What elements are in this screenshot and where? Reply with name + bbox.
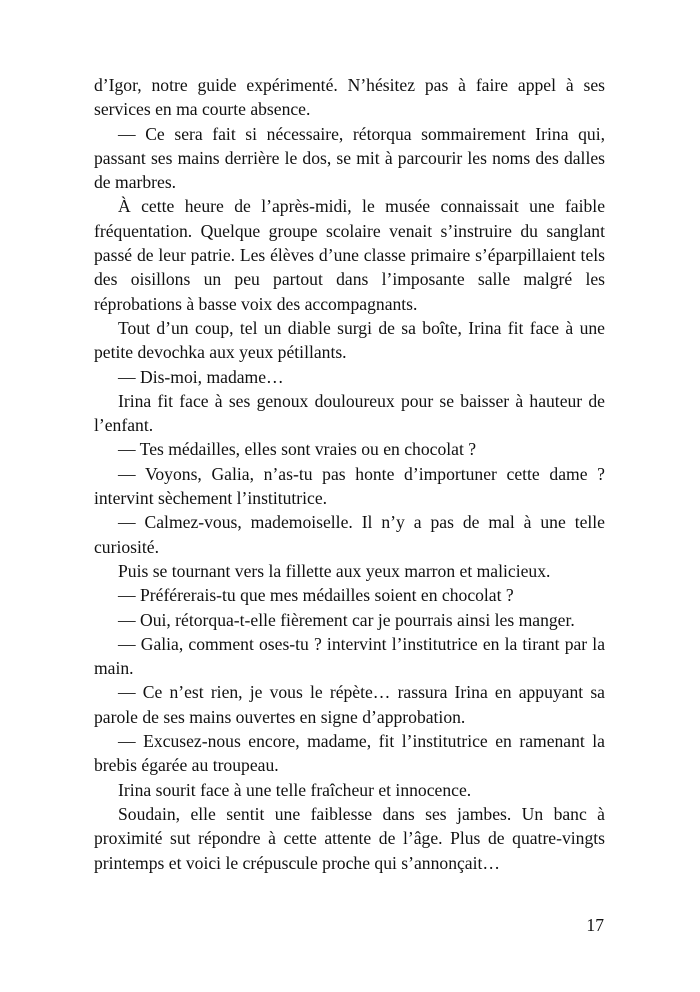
- paragraph-dialogue-irina-reply: — Ce sera fait si nécessaire, rétorqua sommairement Irina qui, passant ses mains derrière le dos, se mit à parcourir les noms des dalles de marbres.: [94, 123, 605, 193]
- paragraph-irina-smiles: Irina sourit face à une telle fraîcheur et innocence.: [118, 779, 472, 800]
- paragraph-dialogue-child: — Dis-moi, madame…: [118, 366, 284, 387]
- paragraph-dialogue-teacher-scold: — Galia, comment oses-tu ? intervint l’institutrice en la tirant par la main.: [94, 633, 605, 679]
- paragraph-irina-kneels: Irina fit face à ses genoux douloureux pour se baisser à hauteur de l’enfant.: [94, 390, 605, 436]
- paragraph-devochka-encounter: Tout d’un coup, tel un diable surgi de sa boîte, Irina fit face à une petite devochka aux yeux pétillants.: [94, 317, 605, 363]
- paragraph-continuation: d’Igor, notre guide expérimenté. N’hésitez pas à faire appel à ses services en ma courte absence.: [94, 75, 605, 120]
- paragraph-turning: Puis se tournant vers la fillette aux yeux marron et malicieux.: [118, 560, 551, 581]
- page-body: [94, 73, 605, 875]
- paragraph-dialogue-teacher-apology: — Excusez-nous encore, madame, fit l’institutrice en ramenant la brebis égarée au troupeau.: [94, 731, 605, 776]
- paragraph-weakness: Soudain, elle sentit une faiblesse dans ses jambes. Un banc à proximité sut répondre à cette attente de l’âge. Plus de quatre-vingts printemps et voici le crépuscule proche qui s’annonçait…: [94, 803, 605, 873]
- paragraph-museum-description: À cette heure de l’après-midi, le musée connaissait une faible fréquentation. Quelque groupe scolaire venait s’instruire du sanglant passé de leur patrie. Les élèves d’une classe primaire s’éparpillaient tels des oisillons un peu partout dans l’imposante salle malgré les réprobations à basse voix des accompagnants.: [94, 196, 605, 314]
- paragraph-dialogue-irina-calm: — Calmez-vous, mademoiselle. Il n’y a pas de mal à une telle curiosité.: [94, 512, 605, 557]
- paragraph-dialogue-medals: — Tes médailles, elles sont vraies ou en chocolat ?: [118, 439, 477, 460]
- page-number: 17: [586, 915, 604, 935]
- paragraph-dialogue-teacher: — Voyons, Galia, n’as-tu pas honte d’importuner cette dame ? intervint sèchement l’institutrice.: [94, 463, 605, 509]
- paragraph-dialogue-irina-reassure: — Ce n’est rien, je vous le répète… rassura Irina en appuyant sa parole de ses mains ouvertes en signe d’approbation.: [94, 682, 605, 727]
- paragraph-dialogue-chocolate: — Préférerais-tu que mes médailles soient en chocolat ?: [118, 585, 514, 606]
- paragraph-dialogue-galia-yes: — Oui, rétorqua-t-elle fièrement car je pourrais ainsi les manger.: [118, 609, 575, 630]
